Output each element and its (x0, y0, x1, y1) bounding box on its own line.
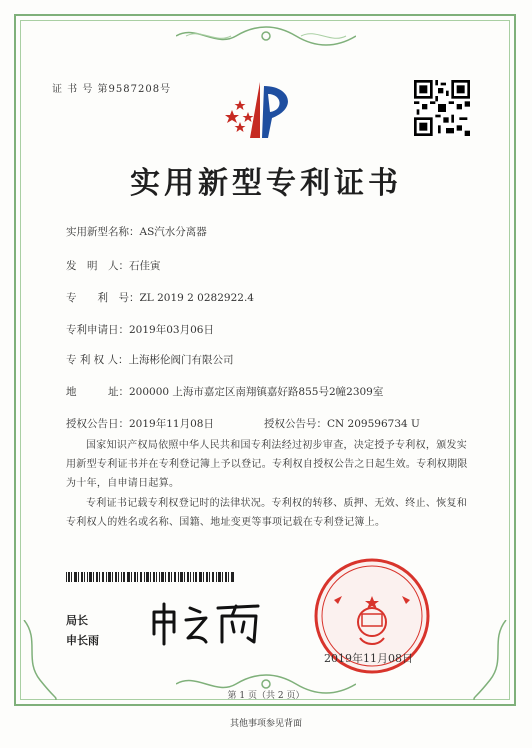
utility-name-label: 实用新型名称： (66, 226, 140, 238)
certificate-title: 实用新型专利证书 (130, 166, 402, 201)
qr-code-icon (414, 80, 470, 136)
grant-date-row (66, 416, 214, 431)
director-name: 申长雨 (66, 634, 99, 647)
seal-date: 2019年11月08日 (324, 652, 413, 665)
address-value: 200000 上海市嘉定区南翔镇嘉好路855号2幢2309室 (129, 386, 384, 398)
patent-number-label: 专 利 号： (66, 292, 140, 304)
inventor-value: 石佳寅 (129, 260, 161, 272)
grant-number-label: 授权公告号： (264, 418, 327, 430)
grant-number-row (264, 416, 420, 431)
footer-note: 其他事项参见背面 (229, 719, 302, 729)
page-number: 第 1 页（共 2 页） (227, 691, 305, 701)
barcode-icon (66, 572, 234, 582)
grant-date-label: 授权公告日： (66, 418, 129, 430)
grant-date-value: 2019年11月08日 (129, 418, 214, 430)
grant-number-value: CN 209596734 U (327, 418, 420, 430)
cnipa-logo-icon (220, 80, 300, 140)
grant-paragraph: 国家知识产权局依照中华人民共和国专利法经过初步审查，决定授予专利权，颁发实用新型专利证书并在专利登记簿上予以登记。专利权自授权公告之日起生效。专利权期限为十年，自申请日起算。 (66, 440, 468, 489)
patent-number-value: ZL 2019 2 0282922.4 (139, 292, 254, 304)
legal-status-paragraph: 专利证书记载专利权登记时的法律状况。专利权的转移、质押、无效、终止、恢复和专利权人的姓名或名称、国籍、地址变更等事项记载在专利登记簿上。 (66, 498, 468, 528)
handwritten-signature (148, 598, 268, 648)
apply-date-value: 2019年03月06日 (129, 324, 214, 336)
certificate-number: 证 书 号 第9587208号 (52, 84, 172, 95)
apply-date-row (66, 322, 214, 337)
address-label: 地 址： (66, 386, 129, 398)
patent-holder-value: 上海彬伦阀门有限公司 (128, 354, 234, 366)
inventor-label: 发 明 人： (66, 260, 129, 272)
address-row (66, 384, 383, 399)
utility-name-value: AS汽水分离器 (139, 226, 207, 238)
inventor-row (66, 258, 161, 273)
top-ornament (176, 24, 356, 48)
patent-number-row (66, 290, 254, 305)
apply-date-label: 专利申请日： (66, 324, 129, 336)
director-role: 局长 (66, 614, 88, 627)
patent-holder-label: 专 利 权 人： (66, 354, 129, 366)
utility-name-row (66, 224, 207, 239)
patent-holder-row (66, 352, 234, 367)
